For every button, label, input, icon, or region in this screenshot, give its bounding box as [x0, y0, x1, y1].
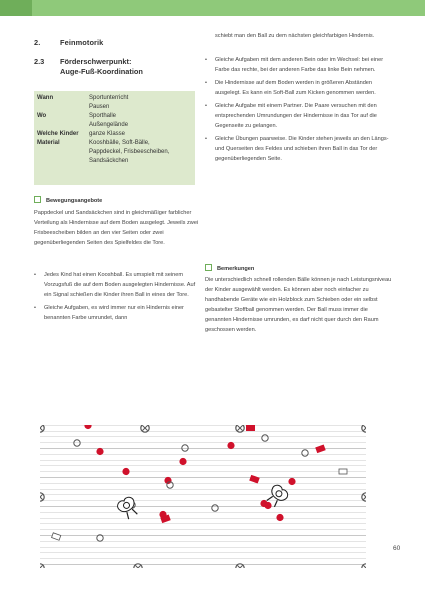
page-number: 60 [393, 545, 401, 552]
list-item: • Jedes Kind hat einen Kooshball. Es umspielt mit seinem Vorzugsfuß die auf dem Boden ausgelegten Hindernisse. Auf ein Signal schießen die Kinder ihren Ball in eines der Tore. [34, 270, 204, 300]
list-item: • Gleiche Übungen paarweise. Die Kinder stehen jeweils an den Längs- und Querseiten des Feldes und schieben ihren Ball in das Tor der gegenüberliegenden Seite. [205, 134, 393, 164]
ball-icon [227, 442, 234, 449]
bemerkungen-heading: Bemerkungen [205, 264, 254, 272]
goal-marker-icon [40, 493, 44, 501]
section-square-icon [205, 264, 212, 271]
right-continuation: schiebt man den Ball zu dem nächsten gleichfarbigen Hindernis. [215, 33, 375, 39]
chapter-number: 2. [34, 38, 41, 47]
subsection-heading [34, 57, 143, 77]
frisbee-icon [212, 505, 218, 511]
section-square-icon [34, 196, 41, 203]
goal-marker-icon [141, 425, 149, 432]
playfield-diagram [40, 425, 366, 568]
subsection-number: 2.3 [34, 57, 45, 66]
playfield-svg [40, 425, 366, 568]
goal-marker-icon [134, 564, 142, 568]
sandbag-icon [246, 425, 255, 431]
goal-marker-icon [236, 425, 244, 432]
info-key: Material [37, 140, 60, 146]
goal-marker-icon [40, 425, 44, 432]
list-item: • Gleiche Aufgabe mit einem Partner. Die Paare versuchen mit den entsprechenden Umrundungen der Hindernisse in das Tor auf die Gegenseite zu gelangen. [205, 101, 393, 131]
info-value: Kooshbälle, Soft-Bälle, Pappdeckel, Frisbeescheiben, Sandsäckchen [89, 140, 170, 164]
info-box [34, 91, 195, 185]
ball-icon [84, 425, 91, 429]
bewegung-heading: Bewegungsangebote [34, 196, 102, 204]
frisbee-icon [97, 535, 103, 541]
ball-icon [122, 468, 129, 475]
sandbag-icon [249, 475, 260, 484]
ball-icon [288, 478, 295, 485]
chapter-heading [34, 38, 103, 47]
ball-icon [260, 500, 267, 507]
frisbee-icon [262, 435, 268, 441]
frisbee-icon [302, 450, 308, 456]
info-value: Sportunterricht Pausen [89, 95, 129, 110]
list-item: • Die Hindernisse auf dem Boden werden in größeren Abständen ausgelegt. Es kann ein Soft-Ball zum Kicken genommen werden. [205, 78, 393, 98]
info-key: Welche Kinder [37, 131, 79, 137]
goal-marker-icon [362, 425, 366, 432]
bemerkungen-text: Die unterschiedlich schnell rollenden Bälle können je nach Leistungsniveau der Kinder ausgewählt werden. Es können aber noch einfacher zu handhabende Geräte wie ein Holzblock zum Schieben oder ein selbst gebastelter Stoffball genommen werden. Der Ball muss immer die genannten Hindernisse umrunden, es darf nicht quer durch den Raum geschossen werden. [205, 277, 392, 333]
frisbee-icon [182, 445, 188, 451]
info-key: Wo [37, 113, 47, 119]
subsection-title-line1: Förderschwerpunkt: [60, 57, 132, 66]
frisbee-icon [74, 440, 80, 446]
chapter-title: Feinmotorik [60, 38, 104, 47]
header-bar [0, 0, 425, 16]
ball-icon [96, 448, 103, 455]
ball-icon [276, 514, 283, 521]
right-bullets [205, 55, 393, 167]
list-item: • Gleiche Aufgaben, es wird immer nur ein Hindernis einer benannten Farbe umrundet, dann [34, 303, 204, 323]
info-key: Wann [37, 95, 54, 101]
bewegung-paragraph: Pappdeckel und Sandsäckchen sind in gleichmäßiger farblicher Verteilung als Hindernisse auf dem Boden ausgelegt. Jeweils zwei Frisbeescheiben bilden an den vier Seiten oder zwei gegenüberliegenden Seiten des Spielfeldes die Tore. [34, 210, 199, 246]
goal-marker-icon [236, 564, 244, 568]
cardboard-icon [52, 533, 61, 540]
goal-marker-icon [40, 564, 44, 568]
bewegung-bullets [34, 270, 204, 326]
ball-icon [179, 458, 186, 465]
header-mark [0, 0, 32, 16]
player-figure-icon [116, 495, 141, 521]
subsection-title-line2: Auge-Fuß-Koordination [60, 67, 143, 76]
sandbag-icon [315, 444, 326, 453]
goal-marker-icon [362, 493, 366, 501]
info-value: Sporthalle Außengelände [89, 113, 129, 128]
list-item: • Gleiche Aufgaben mit dem anderen Bein oder im Wechsel: bei einer Farbe das rechte, bei der anderen Farbe das linke Bein nehmen. [205, 55, 393, 75]
cardboard-icon [339, 469, 347, 474]
info-value: ganze Klasse [89, 131, 126, 137]
goal-marker-icon [362, 564, 366, 568]
